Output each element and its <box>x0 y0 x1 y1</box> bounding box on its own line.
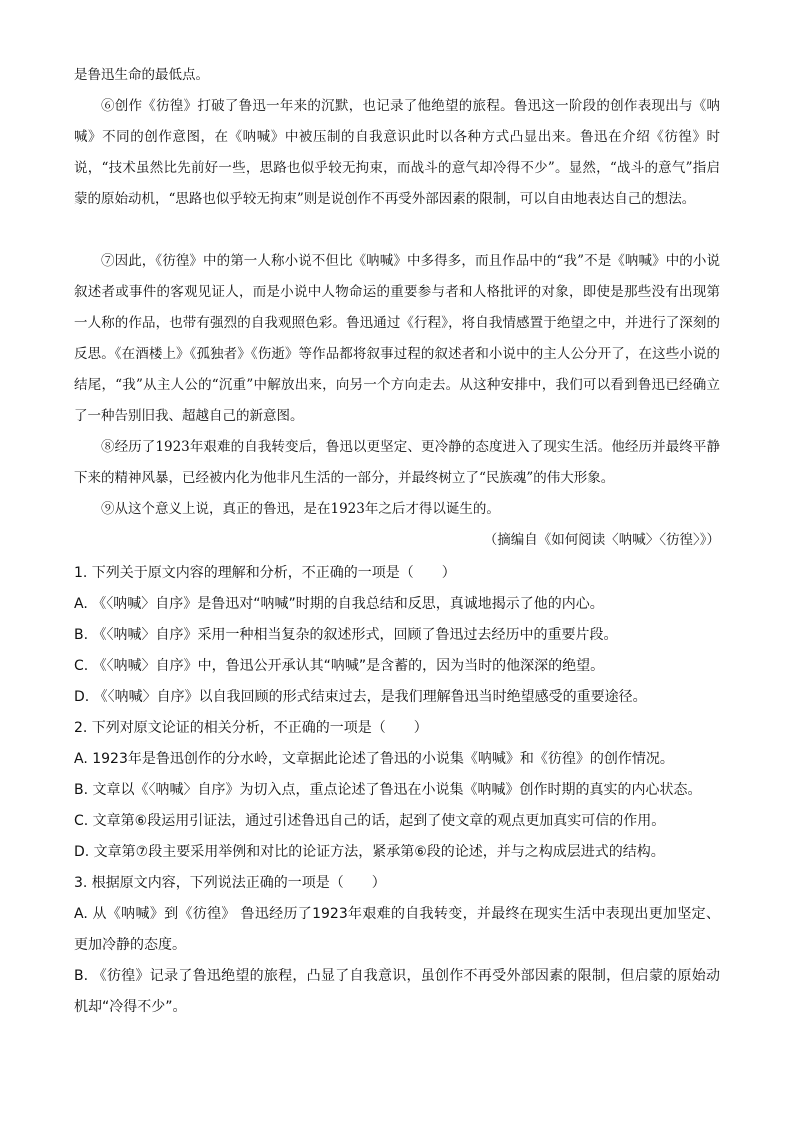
question-1-option-c: C. 《〈呐喊〉自序》中，鲁迅公开承认其“呐喊”是含蓄的，因为当时的他深深的绝望。 <box>74 658 605 674</box>
passage-intro: 是鲁迅生命的最低点。 <box>74 67 209 83</box>
question-1-option-a: A. 《〈呐喊〉自序》是鲁迅对“呐喊”时期的自我总结和反思，真诚地揭示了他的内心。 <box>74 596 604 612</box>
passage-paragraph-9: ⑨从这个意义上说，真正的鲁迅，是在1923年之后才得以诞生的。 <box>101 501 500 517</box>
question-2-option-a: A. 1923年是鲁迅创作的分水岭，文章据此论述了鲁迅的小说集《呐喊》和《彷徨》的创作情况。 <box>74 751 674 767</box>
question-1-option-b: B. 《〈呐喊〉自序》采用一种相当复杂的叙述形式，回顾了鲁迅过去经历中的重要片段。 <box>74 627 618 643</box>
passage-paragraph-7: ⑦因此，《彷徨》中的第一人称小说不但比《呐喊》中多得多，而且作品中的“我”不是《呐喊》中的小说叙述者或事件的客观见证人，而是小说中人物命运的重要参与者和人格批评的对象，即使是那些没有出现第一人称的作品，也带有强烈的自我观照色彩。鲁迅通过《行程》，将自我情感置于绝望之中，并进行了深刻的反思。《在酒楼上》《孤独者》《伤逝》等作品都将叙事过程的叙述者和小说中的主人公分开了，在这些小说的结尾，“我”从主人公的“沉重”中解放出来，向另一个方向走去。从这种安排中，我们可以看到鲁迅已经确立了一种告别旧我、超越自己的新意图。 <box>74 253 720 424</box>
passage-paragraph-6: ⑥创作《彷徨》打破了鲁迅一年来的沉默，也记录了他绝望的旅程。鲁迅这一阶段的创作表现出与《呐喊》不同的创作意图，在《呐喊》中被压制的自我意识此时以各种方式凸显出来。鲁迅在介绍《彷徨》时说，“技术虽然比先前好一些，思路也似乎较无拘束，而战斗的意气却冷得不少”。显然，“战斗的意气”指启蒙的原始动机，“思路也似乎较无拘束”则是说创作不再受外部因素的限制，可以自由地表达自己的想法。 <box>74 98 720 207</box>
question-1-stem: 1. 下列关于原文内容的理解和分析，不正确的一项是（ ） <box>74 565 456 581</box>
question-1-option-d: D. 《〈呐喊〉自序》以自我回顾的形式结束过去，是我们理解鲁迅当时绝望感受的重要途径。 <box>74 689 647 705</box>
question-2-option-b: B. 文章以《〈呐喊〉自序》为切入点，重点论述了鲁迅在小说集《呐喊》创作时期的真实的内心状态。 <box>74 782 702 798</box>
question-2-option-d: D. 文章第⑦段主要采用举例和对比的论证方法，紧承第⑥段的论述，并与之构成层进式的结构。 <box>74 844 665 860</box>
question-2-stem: 2. 下列对原文论证的相关分析，不正确的一项是（ ） <box>74 720 428 736</box>
question-3-option-b: B. 《彷徨》记录了鲁迅绝望的旅程，凸显了自我意识，虽创作不再受外部因素的限制，但启蒙的原始动机却“冷得不少”。 <box>74 968 720 1015</box>
question-3-stem: 3. 根据原文内容，下列说法正确的一项是（ ） <box>74 875 386 891</box>
question-3-option-a: A. 从《呐喊》到《彷徨》 鲁迅经历了1923年艰难的自我转变，并最终在现实生活中表现出更加坚定、更加冷静的态度。 <box>74 906 720 953</box>
passage-paragraph-8: ⑧经历了1923年艰难的自我转变后，鲁迅以更坚定、更冷静的态度进入了现实生活。他经历并最终平静下来的精神风暴，已经被内化为他非凡生活的一部分，并最终树立了“民族魂”的伟大形象。 <box>74 439 720 486</box>
question-2-option-c: C. 文章第⑥段运用引证法，通过引述鲁迅自己的话，起到了使文章的观点更加真实可信的作用。 <box>74 813 666 829</box>
passage-source: （摘编自《如何阅读〈呐喊〉〈彷徨〉》） <box>483 532 720 548</box>
